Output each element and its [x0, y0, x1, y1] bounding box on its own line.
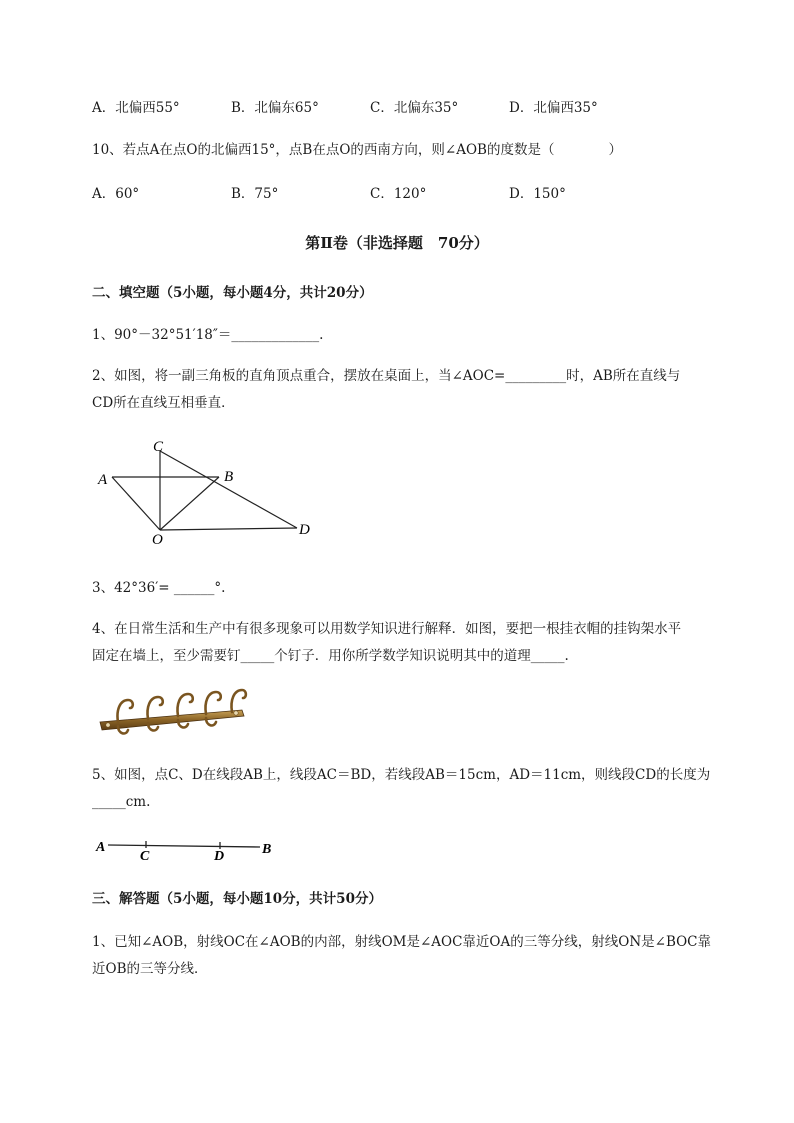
- fill-q1: 1、90°－32°51′18″＝_____________.: [92, 327, 324, 343]
- label-c: C: [153, 440, 164, 455]
- line-cd: [160, 451, 297, 528]
- fill-q2-line2: CD所在直线互相垂直．: [92, 395, 235, 411]
- fill-q4-line1: 4、在日常生活和生产中有很多现象可以用数学知识进行解释．如图，要把一根挂衣帽的挂钩架水平: [92, 621, 682, 637]
- q10-option-a: A．60°: [92, 186, 140, 202]
- seg-label-d: D: [214, 849, 225, 864]
- line-ao: [112, 477, 160, 530]
- label-a: A: [98, 472, 108, 488]
- triangle-figure: [92, 440, 322, 550]
- label-b: B: [224, 469, 234, 485]
- part2-title: 第Ⅱ卷（非选择题 70分）: [305, 234, 489, 252]
- section2-title: 二、填空题（5小题，每小题4分，共计20分）: [92, 285, 373, 301]
- fill-q5-line1: 5、如图，点C、D在线段AB上，线段AC＝BD，若线段AB＝15cm，AD＝11cm，则线段CD的长度为: [92, 767, 711, 783]
- segment-ab: [108, 845, 260, 847]
- section3-title: 三、解答题（5小题，每小题10分，共计50分）: [92, 891, 382, 907]
- q9-option-c: C．北偏东35°: [370, 100, 459, 116]
- q9-option-b: B．北偏东65°: [231, 100, 319, 116]
- seg-label-b: B: [262, 842, 272, 857]
- seg-label-c: C: [140, 849, 150, 864]
- fill-q4-line2: 固定在墙上，至少需要钉_____个钉子．用你所学数学知识说明其中的道理_____.: [92, 648, 569, 664]
- solve-q1-line1: 1、已知∠AOB，射线OC在∠AOB的内部，射线OM是∠AOC靠近OA的三等分线，射线ON是∠BOC靠: [92, 934, 712, 950]
- q10-option-d: D．150°: [509, 186, 566, 202]
- fill-q2-line1: 2、如图，将一副三角板的直角顶点重合，摆放在桌面上，当∠AOC=_________时，AB所在直线与: [92, 368, 681, 384]
- q10-option-b: B．75°: [231, 186, 279, 202]
- fill-q3: 3、42°36′= ______°.: [92, 580, 226, 596]
- fill-q5-line2: _____cm.: [92, 794, 151, 810]
- hook-rack-image: [96, 686, 248, 740]
- q10-option-c: C．120°: [370, 186, 427, 202]
- label-o: O: [152, 532, 163, 548]
- label-d: D: [299, 522, 310, 538]
- line-bo: [160, 477, 219, 530]
- line-od: [160, 528, 297, 530]
- solve-q1-line2: 近OB的三等分线．: [92, 961, 208, 977]
- segment-figure: [92, 834, 282, 864]
- q9-option-d: D．北偏西35°: [509, 100, 598, 116]
- q10-stem: 10、若点A在点O的北偏西15°，点B在点O的西南方向，则∠AOB的度数是（ ）: [92, 142, 622, 158]
- seg-label-a: A: [96, 840, 106, 855]
- q9-option-a: A．北偏西55°: [92, 100, 180, 116]
